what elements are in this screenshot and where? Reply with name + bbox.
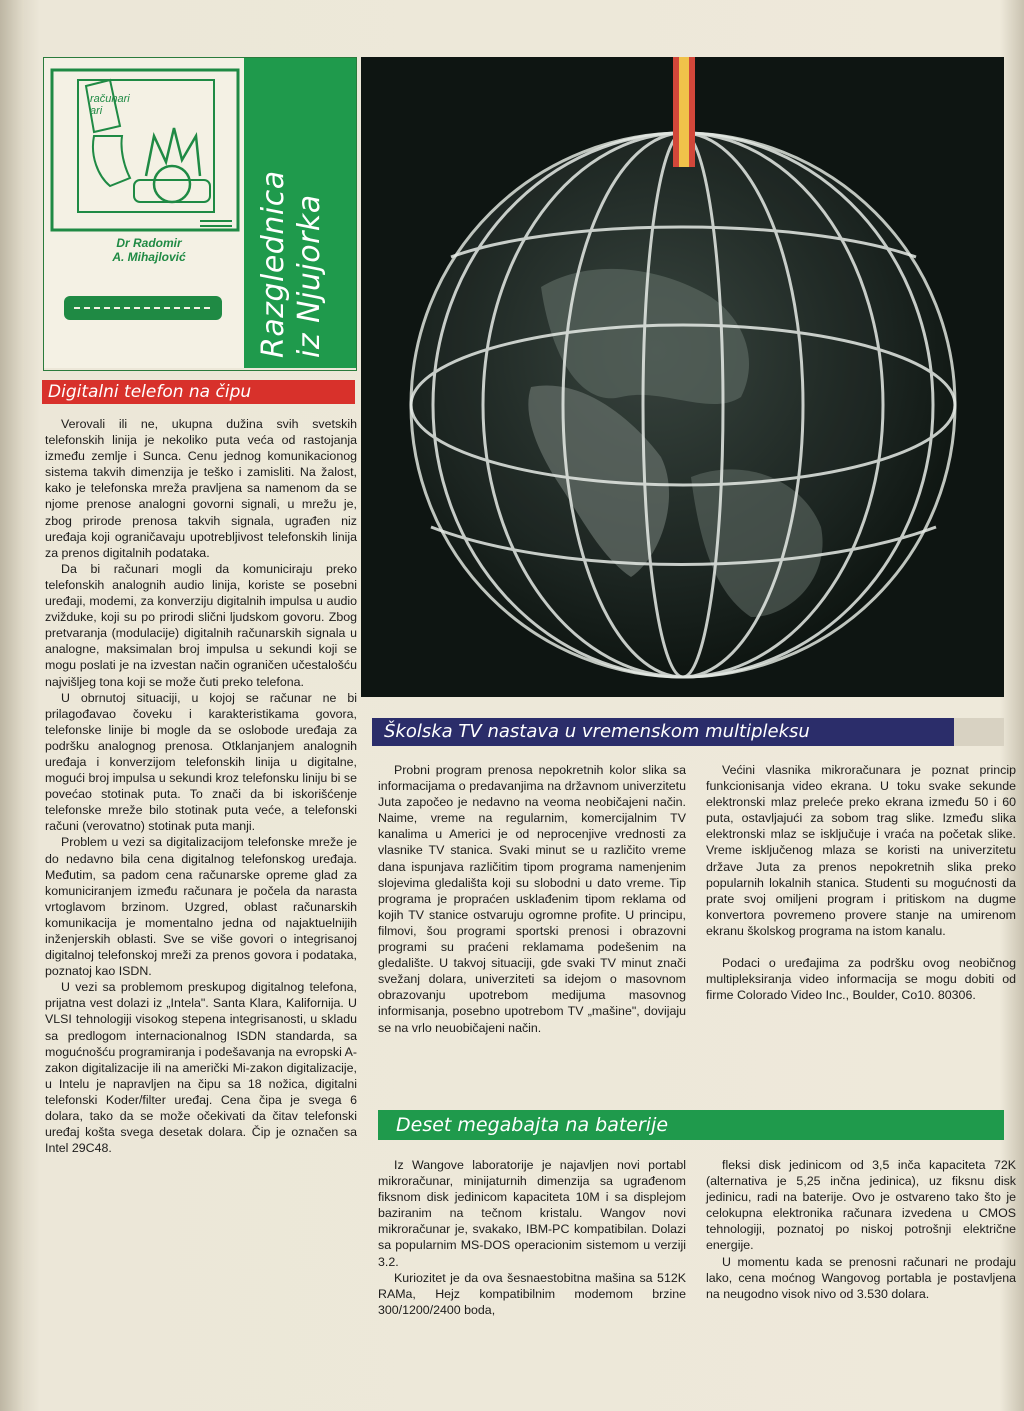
- column-title-line-1: Razglednica: [256, 170, 291, 358]
- paragraph: Verovali ili ne, ukupna dužina svih svetskih telefonskih linija je nekoliko puta veća od rastojanja između zemlje i Sunca. Cenu jednog komunikacionog sistema takvih dimenzija je teško i zamisliti. Na žalost, kako je telefonska mreža pravljena sa namenom da se njome prenose analogni govorni signali, u mrežu je, zbog prirode prenosa takvih signala, ugrađen niz uređaja koji ograničavaju upotrebljivost telefonskih linija za prenos digitalnih podataka.: [45, 417, 357, 560]
- article-digital-phone-body: [45, 416, 357, 1156]
- author-name: [84, 236, 214, 264]
- paragraph: Problem u vezi sa digitalizacijom telefonske mreže je do nedavno bila cena digitalnog telefonskog uređaja. Međutim, sa padom cena računarske opreme glad za komuniciranjem između računara je počela da narasta vrtoglavom brzinom. Uzgred, oblast računarskih komunikacija je momentalno jedna od najaktuelnijih inženjerskih oblasti. Sve se više govori o integrisanoj digitalnoj telefonskoj mreži za prenos govora i podataka, poznatoj kao ISDN.: [45, 835, 357, 979]
- column-title-line-2: iz Njujorka: [292, 194, 327, 358]
- paragraph: fleksi disk jedinicom od 3,5 inča kapaciteta 72K (alternativa je 5,25 inčna jedinica), uz fiksnu disk jedinicu, radi na baterije. Ovo je ostvareno tako što je celokupna elektronika računara izvedena u CMOS tehnologiji, poznatoj po niskoj potrošnji električne energije.: [706, 1158, 1016, 1253]
- paragraph: Iz Wangove laboratorije je najavljen novi portabl mikroračunar, minijaturnih dimenzija sa ugrađenom fiksnom disk jedinicom kapaciteta 10M i sa displejom baziranim na tečnom kristalu. Wangov novi mikroračunar je, svakako, IBM-PC kompatibilan. Dolazi sa popularnim MS-DOS operacionim sistemom u verziji 3.2.: [378, 1158, 686, 1269]
- paragraph: U momentu kada se prenosni računari ne prodaju lako, cena moćnog Wangovog portabla je postavljena na neugodno visok nivo od 3.530 dolara.: [706, 1254, 1016, 1301]
- globe-photo: [361, 57, 1004, 697]
- paragraph: Probni program prenosa nepokretnih kolor slika sa informacijama o predavanjima na državnom univerzitetu Juta započeo je nedavno na veoma neobičajeni način. Naime, vreme na regularnim, komercijalnim TV kanalima u Americi je od neprocenjive vrednosti za vlasnike TV stanica. Svaki minut se u različito vreme dana ispunjava različitim tipom programa namenjenim slojevima gledališta koji su slobodni u dato vreme. Tip programa je propraćen usklađenim tipom reklama od kojih TV stanice ostvaruju ogromne profite. U principu, filmovi, šou programi sportski prenosi i obrazovni programi su praćeni reklamama podešenim na gledalište. U takvoj situaciji, gde svaki TV minut znači svežanj dolara, univerziteti sa idejom o masovnom obrazovanju upotrebom medijuma masovnog informisanja, posebno upotrebom TV „mašine", dovijaju se na vrlo neuobičajeni način.: [378, 763, 686, 1035]
- column-title: [256, 68, 328, 358]
- article-heading-school-tv: Školska TV nastava u vremenskom multipleksu: [372, 718, 954, 746]
- keyboard-icon: [64, 294, 222, 322]
- article-ten-megabytes-col-2: [706, 1157, 1016, 1302]
- paragraph: U obrnutoj situaciji, u kojoj se računar ne bi prilagođavao čoveku i karakteristikama govora, telefonske linije bi mogle da se oslobode uređaja za podršku analognog prenosa. Otklanjanjem analognih uređaja i konverzijom telefonskih linija u digitalne, mogući broj impulsa u sekundi kroz telefonsku liniju bi se povećao stotinak puta. To znači da bi iskorišćenje telefonske mreže bilo stotinak puta veće, a telefonski računi (verovatno) stotinak puta manji.: [45, 690, 357, 834]
- paragraph: Podaci o uređajima za podršku ovog neobičnog multipleksiranja video informacija se mogu dobiti od firme Colorado Video Inc., Boulder, Co10. 80306.: [706, 956, 1016, 1003]
- paragraph: Da bi računari mogli da komuniciraju preko telefonskih analognih audio linija, koriste se posebni uređaji, modemi, za konverziju digitalnih impulsa u audio zvižduke, koji su po prirodi slični ljudskom govoru. Zbog pretvaranja (modulacije) digitalnih računarskih signala u analogne, maksimalan broj impulsa u sekundi koji se mogu poslati je na izvestan način ograničen učestalošću najvišljeg tona koji se može čuti preko telefona.: [45, 561, 357, 689]
- page-spine: [0, 0, 24, 1411]
- sign-text-2: ari: [90, 105, 103, 117]
- sign-text-1: računari: [90, 93, 130, 105]
- computer-cartoon-icon: [50, 66, 240, 234]
- paragraph: Većini vlasnika mikroračunara je poznat princip funkcionisanja video ekrana. U toku svake sekunde elektronski mlaz preleće preko ekrana između 50 i 60 puta, ostavljajući za sobom trag slike. Između slika elektronski mlaz se isključuje i vraća na početak slike. Vreme isključenog mlaza se koristi na univerzitetu države Juta za prenos nepokretnih slika preko popularnih lokalnih stanica. Studenti su mogućnosti da prate svoj omiljeni program i pritiskom na dugme konvertora povremeno provere stanje na umirenom ekranu školskog programa na istom kanalu.: [706, 763, 1016, 938]
- paragraph: Kuriozitet je da ova šesnaestobitna mašina sa 512K RAMa, Hejz kompatibilnim modemom brzine 300/1200/2400 boda,: [378, 1270, 686, 1317]
- article-school-tv-col-1: [378, 762, 686, 1036]
- column-header-box: [43, 57, 357, 371]
- article-heading-digital-phone: Digitalni telefon na čipu: [42, 380, 355, 404]
- author-line-2: A. Mihajlović: [112, 250, 186, 264]
- paragraph: U vezi sa problemom preskupog digitalnog telefona, prijatna vest dolazi iz „Intela". Santa Klara, Kalifornija. U VLSI tehnologiji visokog stepena integrisanosti, u skladu sa predlogom internacionalnog ISDN standarda, sa mogućnošću programiranja i podešavanja na evropski A-zakon digitalizacije ili na američki Mi-zakon digitalizacije, u Intelu je napravljen na čipu sa 18 nožica, digitalni telefonski Koder/filter uređaj. Cena čipa je svega 6 dolara, tako da se može očekivati da čitav telefonski uređaj košta svega desetak dolara. Čip je označen sa Intel 29C48.: [45, 980, 358, 1156]
- article-ten-megabytes-col-1: [378, 1157, 686, 1318]
- header-illustration-panel: [44, 58, 244, 368]
- article-school-tv-col-2: [706, 762, 1016, 1003]
- heading-accent: [954, 718, 1004, 746]
- author-line-1: Dr Radomir: [116, 236, 182, 250]
- article-heading-ten-megabytes: Deset megabajta na baterije: [378, 1110, 1004, 1140]
